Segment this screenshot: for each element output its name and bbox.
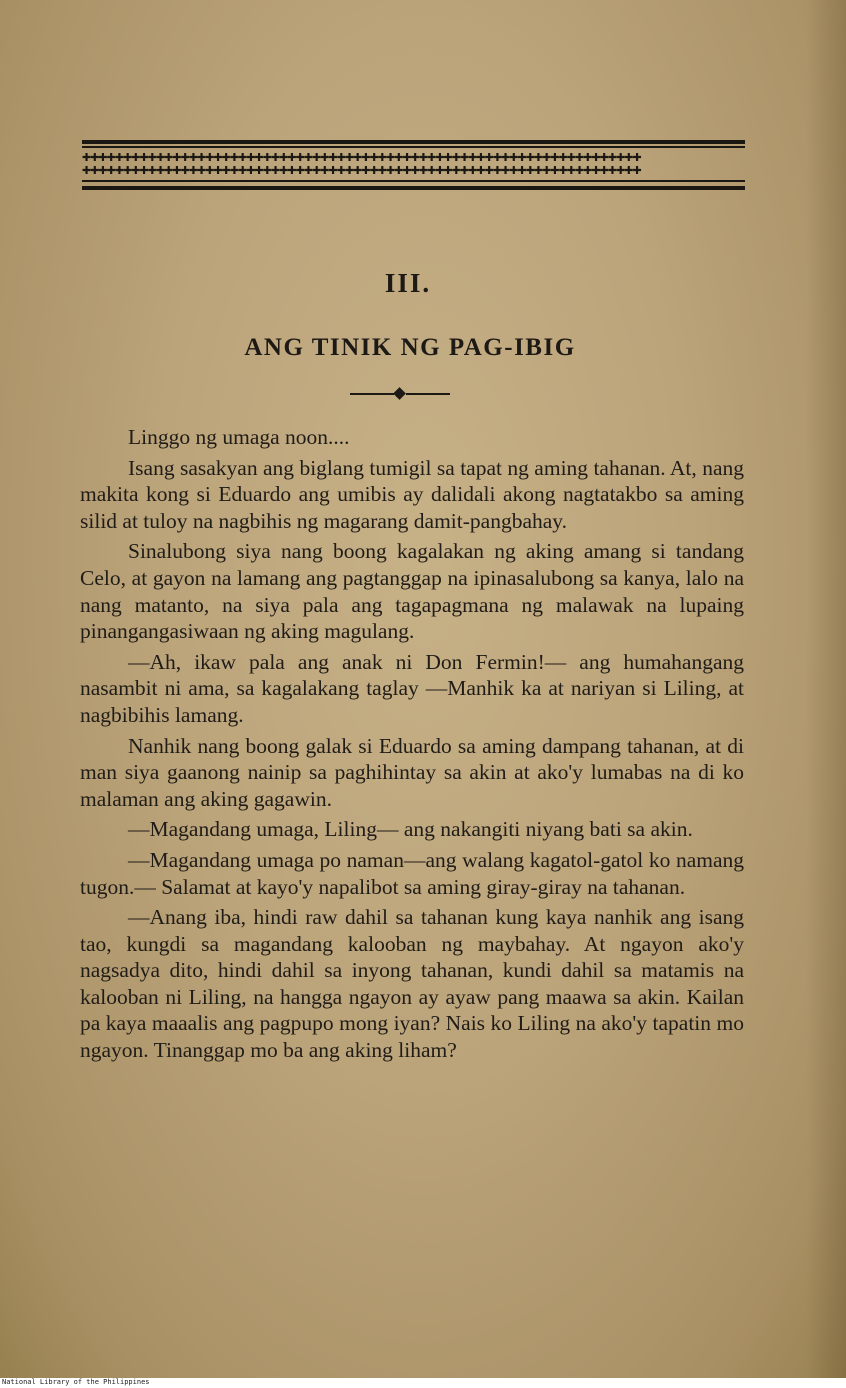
title-divider bbox=[350, 386, 450, 402]
ornament-rule-top-thin bbox=[82, 146, 745, 148]
paragraph: —Magandang umaga po naman—ang walang kagatol-gatol ko namang tugon.— Salamat at kayo'y napalibot sa aming giray-giray na tahanan. bbox=[80, 847, 744, 899]
paragraph: —Ah, ikaw pala ang anak ni Don Fermin!— ang humahangang nasambit ni ama, sa kagalakang taglay —Manhik ka at nariyan si Liling, at nagbibihis lamang. bbox=[80, 649, 744, 727]
paragraph: —Magandang umaga, Liling— ang nakangiti niyang bati sa akin. bbox=[128, 817, 693, 842]
ornament-cross-row-2: ✚✚✚✚✚✚✚✚✚✚✚✚✚✚✚✚✚✚✚✚✚✚✚✚✚✚✚✚✚✚✚✚✚✚✚✚✚✚✚✚✚✚✚✚✚✚✚✚✚✚✚✚✚✚✚✚✚✚✚✚✚✚✚✚✚✚✚✚ bbox=[82, 165, 641, 177]
divider-line-left bbox=[350, 393, 394, 395]
chapter-title: ANG TINIK NG PAG-IBIG bbox=[244, 334, 576, 361]
chapter-number: III. bbox=[384, 268, 432, 298]
ornament-rule-bottom-thin bbox=[82, 180, 745, 182]
paragraph: Isang sasakyan ang biglang tumigil sa tapat ng aming tahanan. At, nang makita kong si Eduardo ang umibis ay dalidali akong nagtatakbo sa aming silid at tuloy na nagbihis ng magarang damit-pangbahay. bbox=[80, 455, 744, 533]
paragraph: —Anang iba, hindi raw dahil sa tahanan kung kaya nanhik ang isang tao, kungdi sa magandang kalooban ng maybahay. At ngayon ako'y nagsadya dito, hindi dahil sa inyong tahanan, kundi dahil sa matamis na kalooban ni Liling, na hangga ngayon ay ayaw pang maawa sa akin. Kailan pa kaya maaalis ang pagpupo mong iyan? Nais ko Liling na ako'y tapatin mo ngayon. Tinanggap mo ba ang aking liham? bbox=[80, 905, 744, 1063]
paragraph: Linggo ng umaga noon.... bbox=[128, 425, 350, 449]
ornament-cross-row-1: ✚✚✚✚✚✚✚✚✚✚✚✚✚✚✚✚✚✚✚✚✚✚✚✚✚✚✚✚✚✚✚✚✚✚✚✚✚✚✚✚✚✚✚✚✚✚✚✚✚✚✚✚✚✚✚✚✚✚✚✚✚✚✚✚✚✚✚✚ bbox=[82, 152, 641, 164]
footer-bar bbox=[0, 1378, 846, 1388]
footer-credit: National Library of the Philippines bbox=[2, 1378, 150, 1386]
page-edge-shadow bbox=[806, 0, 846, 1388]
divider-diamond-icon bbox=[393, 387, 406, 400]
paragraph: Nanhik nang boong galak si Eduardo sa aming dampang tahanan, at di man siya gaanong nainip sa paghihintay sa akin at ako'y lumabas na di ko malaman ang aking gagawin. bbox=[80, 733, 744, 811]
ornament-rule-bottom bbox=[82, 186, 745, 190]
header-ornament bbox=[82, 140, 745, 192]
paragraph: Sinalubong siya nang boong kagalakan ng aking amang si tandang Celo, at gayon na lamang ang pagtanggap na ipinasalubong sa kanya, lalo na nang matanto, na siya pala ang tagapagmana ng malawak na lupaing pinangangasiwaan ng aking magulang. bbox=[80, 539, 744, 644]
chapter-body bbox=[80, 424, 744, 1068]
divider-line-right bbox=[406, 393, 450, 395]
ornament-rule-top bbox=[82, 140, 745, 144]
